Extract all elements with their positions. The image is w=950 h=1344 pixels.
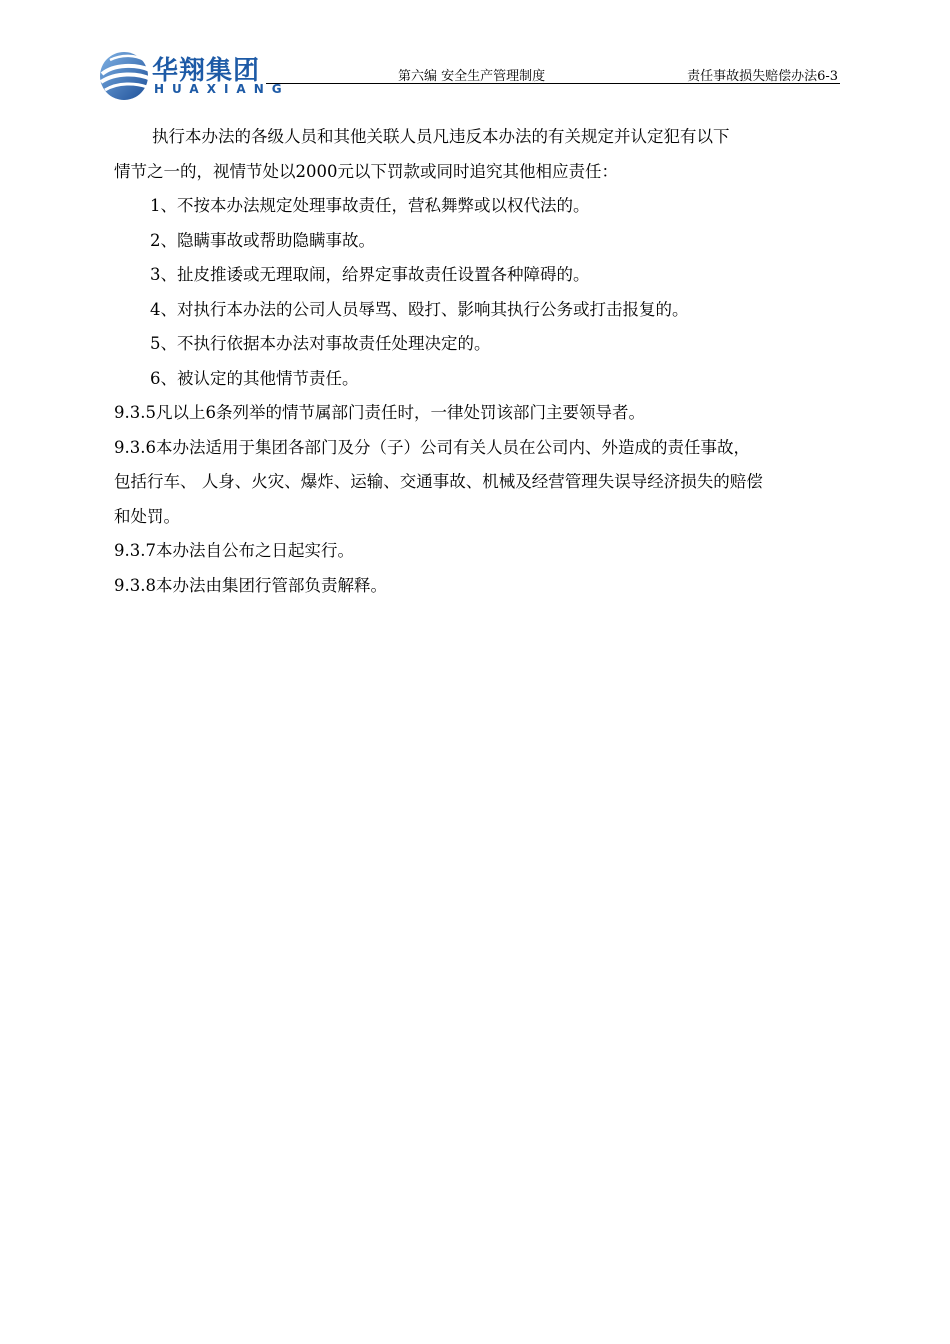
clause-9-3-6-line-1: 9.3.6本办法适用于集团各部门及分（子）公司有关人员在公司内、外造成的责任事故， — [114, 437, 750, 457]
list-item: 3、扯皮推诿或无理取闹，给界定事故责任设置各种障碍的。 — [150, 265, 590, 284]
intro-paragraph-line-1: 执行本办法的各级人员和其他关联人员凡违反本办法的有关规定并认定犯有以下 — [152, 127, 730, 146]
header-section-title: 第六编 安全生产管理制度 — [398, 69, 546, 84]
page-header — [96, 46, 840, 102]
clause-9-3-6-line-3: 和处罚。 — [114, 506, 180, 526]
document-body — [114, 120, 844, 603]
clause-9-3-7: 9.3.7本办法自公布之日起实行。 — [114, 541, 354, 560]
list-item: 2、隐瞒事故或帮助隐瞒事故。 — [150, 230, 375, 250]
logo-english-name: HUAXIANG — [154, 82, 290, 96]
logo-chinese-name: 华翔集团 — [152, 56, 261, 86]
intro-paragraph-line-2: 情节之一的，视情节处以2000元以下罚款或同时追究其他相应责任： — [114, 161, 618, 181]
header-divider — [266, 83, 840, 84]
clause-9-3-5: 9.3.5凡以上6条列举的情节属部门责任时，一律处罚该部门主要领导者。 — [114, 403, 645, 422]
list-item: 6、被认定的其他情节责任。 — [150, 368, 359, 388]
list-item: 4、对执行本办法的公司人员辱骂、殴打、影响其执行公务或打击报复的。 — [150, 299, 689, 319]
header-document-reference: 责任事故损失赔偿办法6-3 — [687, 69, 838, 84]
list-item: 1、不按本办法规定处理事故责任，营私舞弊或以权代法的。 — [150, 196, 590, 215]
huaxiang-logo — [96, 46, 290, 102]
globe-logo-icon — [96, 46, 156, 102]
clause-9-3-8: 9.3.8本办法由集团行管部负责解释。 — [114, 575, 387, 595]
list-item: 5、不执行依据本办法对事故责任处理决定的。 — [150, 334, 491, 353]
clause-9-3-6-line-2: 包括行车、 人身、火灾、爆炸、运输、交通事故、机械及经营管理失误导经济损失的赔偿 — [114, 472, 763, 491]
